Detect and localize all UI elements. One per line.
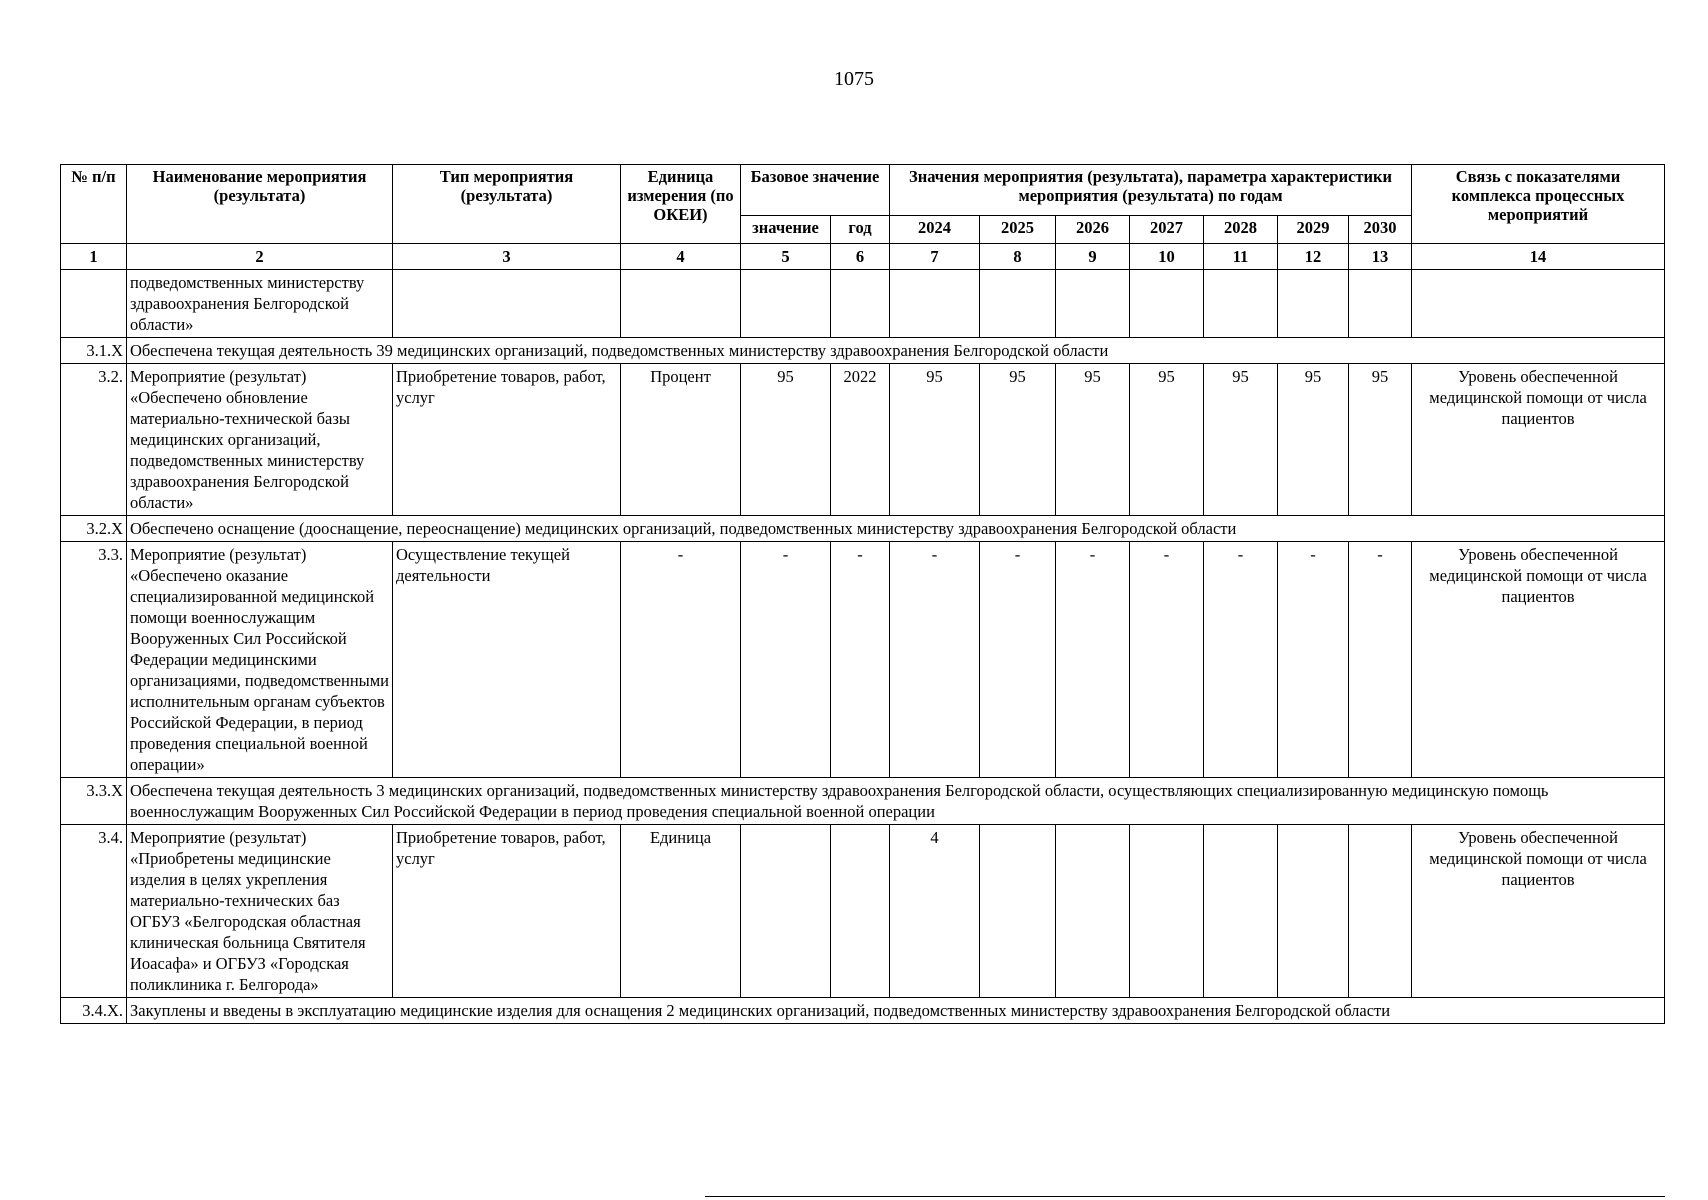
row-year-value: -	[980, 542, 1056, 778]
result-row	[61, 338, 1665, 364]
header-name: Наименование мероприятия (результата)	[127, 165, 393, 244]
row-year-value: 95	[890, 364, 980, 516]
table-row-continuation	[61, 270, 1665, 338]
row-name: Мероприятие (результат) «Приобретены медицинские изделия в целях укрепления материально-технических баз ОГБУЗ «Белгородская областная клиническая больница Святителя Иоасафа» и ОГБУЗ «Городская поликлиника г. Белгорода»	[127, 825, 393, 998]
header-year: 2030	[1349, 215, 1412, 243]
column-number: 13	[1349, 244, 1412, 270]
row-link: Уровень обеспеченной медицинской помощи от числа пациентов	[1412, 825, 1665, 998]
row-year-value	[1204, 825, 1278, 998]
column-number: 4	[621, 244, 741, 270]
row-link: Уровень обеспеченной медицинской помощи от числа пациентов	[1412, 364, 1665, 516]
events-table	[60, 164, 1665, 1024]
row-base-value	[741, 825, 831, 998]
column-number: 2	[127, 244, 393, 270]
header-year: 2028	[1204, 215, 1278, 243]
column-number: 10	[1130, 244, 1204, 270]
row-year-value	[1056, 825, 1130, 998]
result-text: Закуплены и введены в эксплуатацию медицинские изделия для оснащения 2 медицинских организаций, подведомственных министерству здравоохранения Белгородской области	[127, 998, 1665, 1024]
table-row	[61, 542, 1665, 778]
empty-cell	[1278, 270, 1349, 338]
row-base-value: 95	[741, 364, 831, 516]
row-year-value	[980, 825, 1056, 998]
row-year-value: -	[1130, 542, 1204, 778]
result-text: Обеспечена текущая деятельность 39 медицинских организаций, подведомственных министерству здравоохранения Белгородской области	[127, 338, 1665, 364]
row-year-value: -	[1349, 542, 1412, 778]
empty-cell	[831, 270, 890, 338]
row-year-value: 95	[1056, 364, 1130, 516]
column-number: 3	[393, 244, 621, 270]
column-number: 1	[61, 244, 127, 270]
empty-cell	[741, 270, 831, 338]
row-num	[61, 270, 127, 338]
row-num: 3.1.X	[61, 338, 127, 364]
result-row	[61, 998, 1665, 1024]
column-number: 14	[1412, 244, 1665, 270]
column-number: 12	[1278, 244, 1349, 270]
row-num: 3.4.	[61, 825, 127, 998]
row-name: Мероприятие (результат) «Обеспечено оказание специализированной медицинской помощи военнослужащим Вооруженных Сил Российской Федерации медицинскими организациями, подведомственными исполнительным органам субъектов Российской Федерации, в период проведения специальной военной операции»	[127, 542, 393, 778]
header-row	[61, 165, 1665, 216]
row-year-value: -	[1204, 542, 1278, 778]
row-num: 3.3.	[61, 542, 127, 778]
row-base-year: 2022	[831, 364, 890, 516]
header-year: 2027	[1130, 215, 1204, 243]
header-link: Связь с показателями комплекса процессных мероприятий	[1412, 165, 1665, 244]
result-row	[61, 516, 1665, 542]
row-year-value: 95	[980, 364, 1056, 516]
result-row	[61, 778, 1665, 825]
row-year-value: -	[1278, 542, 1349, 778]
row-year-value: 95	[1204, 364, 1278, 516]
row-num: 3.3.X	[61, 778, 127, 825]
column-number: 5	[741, 244, 831, 270]
empty-cell	[621, 270, 741, 338]
column-number: 6	[831, 244, 890, 270]
row-base-value: -	[741, 542, 831, 778]
column-number: 8	[980, 244, 1056, 270]
row-year-value: -	[1056, 542, 1130, 778]
row-year-value: 4	[890, 825, 980, 998]
header-year: 2025	[980, 215, 1056, 243]
row-type: Приобретение товаров, работ, услуг	[393, 364, 621, 516]
row-name: подведомственных министерству здравоохранения Белгородской области»	[127, 270, 393, 338]
row-unit: Процент	[621, 364, 741, 516]
empty-cell	[1130, 270, 1204, 338]
empty-cell	[1412, 270, 1665, 338]
row-name: Мероприятие (результат) «Обеспечено обновление материально-технической базы медицинских организаций, подведомственных министерству здравоохранения Белгородской области»	[127, 364, 393, 516]
row-year-value: 95	[1130, 364, 1204, 516]
row-num: 3.2.	[61, 364, 127, 516]
column-number: 11	[1204, 244, 1278, 270]
header-type: Тип мероприятия (результата)	[393, 165, 621, 244]
table-row	[61, 364, 1665, 516]
row-year-value: -	[890, 542, 980, 778]
header-base: Базовое значение	[741, 165, 890, 216]
column-numbers-row	[61, 244, 1665, 270]
header-values-title: Значения мероприятия (результата), параметра характеристики мероприятия (результата) по годам	[890, 165, 1412, 216]
result-text: Обеспечено оснащение (дооснащение, переоснащение) медицинских организаций, подведомственных министерству здравоохранения Белгородской области	[127, 516, 1665, 542]
row-year-value	[1130, 825, 1204, 998]
header-year: 2029	[1278, 215, 1349, 243]
table-row	[61, 825, 1665, 998]
header-base-year: год	[831, 215, 890, 243]
column-number: 9	[1056, 244, 1130, 270]
row-year-value: 95	[1349, 364, 1412, 516]
row-unit: -	[621, 542, 741, 778]
row-unit: Единица	[621, 825, 741, 998]
empty-cell	[1349, 270, 1412, 338]
column-number: 7	[890, 244, 980, 270]
header-year: 2026	[1056, 215, 1130, 243]
row-type: Осуществление текущей деятельности	[393, 542, 621, 778]
row-year-value	[1349, 825, 1412, 998]
row-link: Уровень обеспеченной медицинской помощи от числа пациентов	[1412, 542, 1665, 778]
row-num: 3.4.X.	[61, 998, 127, 1024]
result-text: Обеспечена текущая деятельность 3 медицинских организаций, подведомственных министерству здравоохранения Белгородской области, осуществляющих специализированную медицинскую помощь военнослужащим Вооруженных Сил Российской Федерации в период проведения специальной военной операции	[127, 778, 1665, 825]
row-base-year: -	[831, 542, 890, 778]
empty-cell	[980, 270, 1056, 338]
row-year-value	[1278, 825, 1349, 998]
header-base-value: значение	[741, 215, 831, 243]
empty-cell	[890, 270, 980, 338]
empty-cell	[393, 270, 621, 338]
row-year-value: 95	[1278, 364, 1349, 516]
header-unit: Единица измерения (по ОКЕИ)	[621, 165, 741, 244]
empty-cell	[1056, 270, 1130, 338]
empty-cell	[1204, 270, 1278, 338]
row-type: Приобретение товаров, работ, услуг	[393, 825, 621, 998]
header-num: № п/п	[61, 165, 127, 244]
row-num: 3.2.X	[61, 516, 127, 542]
footer-rule	[705, 1196, 1665, 1197]
row-base-year	[831, 825, 890, 998]
page-number: 1075	[834, 68, 874, 90]
header-year: 2024	[890, 215, 980, 243]
